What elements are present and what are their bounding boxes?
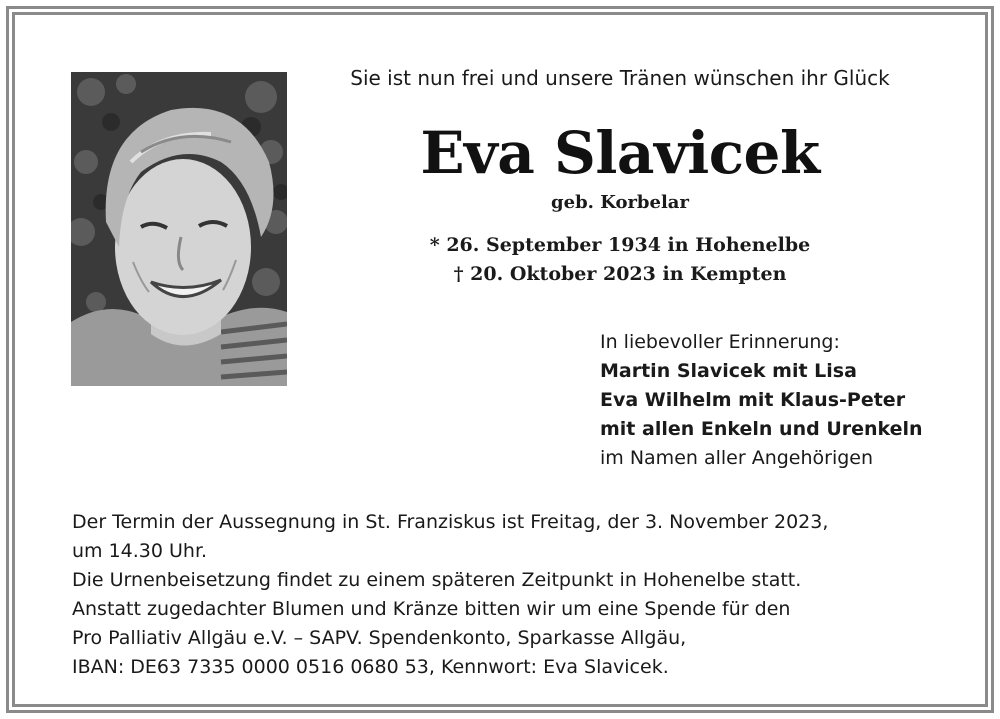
- ceremony-details: [72, 508, 972, 682]
- details-line: Pro Palliativ Allgäu e.V. – SAPV. Spendenkonto, Sparkasse Allgäu,: [72, 627, 687, 649]
- details-line: Die Urnenbeisetzung findet zu einem späteren Zeitpunkt in Hohenelbe statt.: [72, 569, 802, 591]
- details-line: Anstatt zugedachter Blumen und Kränze bitten wir um eine Spende für den: [72, 598, 791, 620]
- portrait-photo: [71, 72, 287, 386]
- death-date: † 20. Oktober 2023 in Kempten: [453, 263, 787, 285]
- mourners-intro: In liebevoller Erinnerung:: [600, 331, 840, 353]
- details-line: um 14.30 Uhr.: [72, 540, 208, 562]
- details-line: IBAN: DE63 7335 0000 0516 0680 53, Kennwort: Eva Slavicek.: [72, 656, 669, 678]
- mourners-block: [600, 328, 980, 473]
- mourner-name: mit allen Enkeln und Urenkeln: [600, 418, 923, 440]
- deceased-name: Eva Slavicek: [420, 119, 820, 187]
- life-dates: [300, 231, 940, 289]
- mourner-name: Eva Wilhelm mit Klaus-Peter: [600, 389, 906, 411]
- motto-quote: Sie ist nun frei und unsere Tränen wünschen ihr Glück: [350, 66, 890, 90]
- mourners-closing: im Namen aller Angehörigen: [600, 447, 874, 469]
- mourner-name: Martin Slavicek mit Lisa: [600, 360, 857, 382]
- birth-name: geb. Korbelar: [551, 192, 689, 213]
- details-line: Der Termin der Aussegnung in St. Franziskus ist Freitag, der 3. November 2023,: [72, 511, 829, 533]
- birth-date: * 26. September 1934 in Hohenelbe: [429, 234, 811, 256]
